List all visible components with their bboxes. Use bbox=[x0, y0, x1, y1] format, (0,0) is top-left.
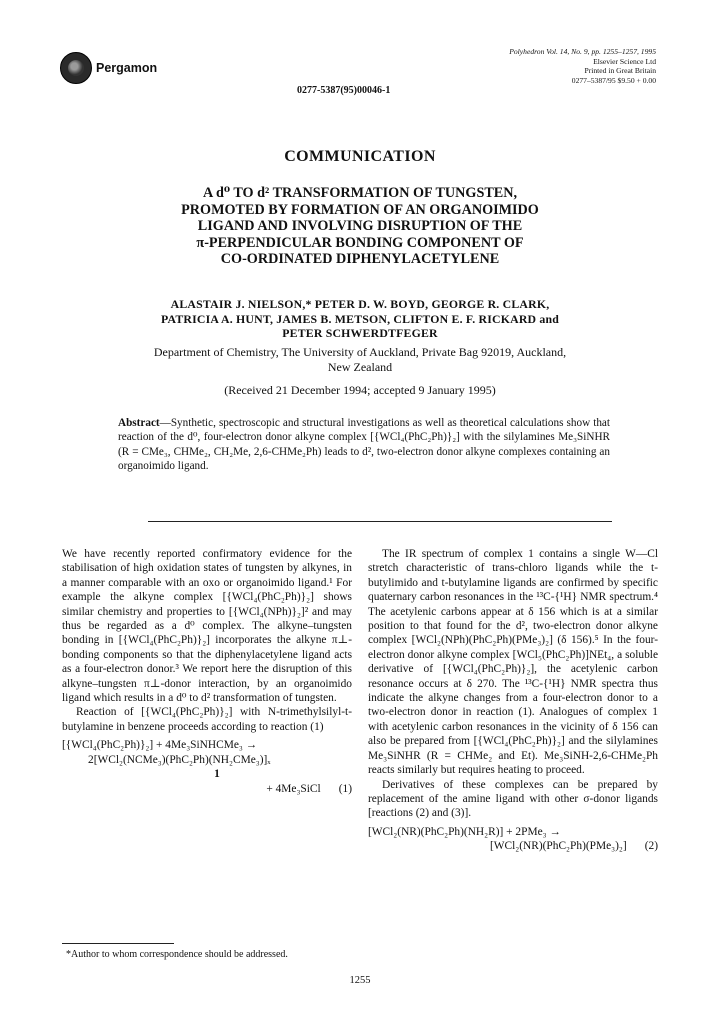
journal-price: 0277–5387/95 $9.50 + 0.00 bbox=[571, 75, 656, 85]
abstract-text: —Synthetic, spectroscopic and structural investigations as well as theoretical calculations show that reaction of the d⁰, four-electron donor alkyne complex [{WCl₄(PhC₂Ph)}₂] with the silylamines Me₃SiNHR (R = CMe₃, CHMe₂, CH₂Me, 2,6-CHMe₂Ph) leads to d², two-electron donor alkyne complexes containing an organoimido ligand. bbox=[118, 417, 610, 473]
right-column bbox=[368, 547, 658, 854]
equation-number: (2) bbox=[644, 840, 658, 853]
author-list bbox=[90, 297, 630, 341]
equation-number: (1) bbox=[338, 782, 352, 795]
body-paragraph: We have recently reported confirmatory evidence for the stabilisation of high oxidation states of tungsten by alkynes, in a manner comparable with an oxo or organoimido ligand.¹ For example the alkyne complex [{WCl₄(PhC₂Ph)}₂] shows similar chemistry and properties to [{WCl₄(NPh)}₂]² and may thus be regarded as a d⁰ complex. The alkyne–tungsten bonding in [{WCl₄(PhC₂Ph)}₂] incorporates the alkyne π⊥-bonding components so that the diphenylacetylene ligand acts as a four-electron donor.³ We report here the disruption of this alkyne–tungsten π⊥-donor interaction, by an organoimido ligand which results in a d⁰ to d² transformation of tungsten. bbox=[62, 548, 352, 705]
title-line: CO-ORDINATED DIPHENYLACETYLENE bbox=[220, 251, 500, 267]
journal-info bbox=[509, 47, 656, 85]
section-heading: COMMUNICATION bbox=[284, 148, 436, 165]
footnote-divider bbox=[62, 943, 174, 944]
equation-line: [WCl₂(NR)(PhC₂Ph)(NH₂R)] + 2PMe₃ → bbox=[368, 825, 561, 838]
article-title bbox=[100, 185, 620, 268]
abstract-label: Abstract bbox=[118, 417, 160, 429]
footnote: *Author to whom correspondence should be addressed. bbox=[66, 949, 288, 960]
authors-line: PETER SCHWERDTFEGER bbox=[282, 326, 438, 340]
title-line: LIGAND AND INVOLVING DISRUPTION OF THE bbox=[197, 218, 523, 234]
equation-1 bbox=[62, 738, 352, 796]
equation-line: [{WCl₄(PhC₂Ph)}₂] + 4Me₃SiNHCMe₃ → bbox=[62, 739, 258, 752]
body-paragraph: The IR spectrum of complex 1 contains a single W—Cl stretch characteristic of trans-chloro ligands while the t-butylimido and t-butylamine ligands are confirmed by specific quaternary carbon resonances in the ¹³C-{¹H} NMR spectrum.⁴ The acetylenic carbons appear at δ 156 which is at a similar position to that found for the d², two-electron donor alkyne complex [WCl₂(NPh)(PhC₂Ph)(PMe₃)₂] (δ 156).⁵ In the four-electron donor alkyne complex [WCl₅(PhC₂Ph)]NEt₄, a soluble derivative of [{WCl₄(PhC₂Ph)}₂], the acetylenic carbon resonance occurs at δ 270. The ¹³C-{¹H} NMR spectra thus indicate the alkyne changes from a four-electron donor to a two-electron donor in reaction (1). Analogues of complex 1 with acetylenic carbon resonances in the vicinity of δ 156 can also be prepared from [{WCl₄(PhC₂Ph)}₂] and the silylamines Me₃SiNHR (R = CHMe₂ and Et). Me₃SiNH-2,6-CHMe₂Ph reacts similarly but requires heating to proceed. bbox=[368, 548, 658, 777]
body-paragraph: Derivatives of these complexes can be prepared by replacement of the amine ligand with other σ-donor ligands [reactions (2) and (3)]. bbox=[368, 778, 658, 820]
equation-2 bbox=[368, 825, 658, 854]
title-line: π-PERPENDICULAR BONDING COMPONENT OF bbox=[196, 234, 524, 251]
authors-line: ALASTAIR J. NIELSON,* PETER D. W. BOYD, GEORGE R. CLARK, bbox=[170, 297, 550, 311]
publisher-name: Pergamon bbox=[96, 61, 158, 75]
equation-line: 2[WCl₂(NCMe₃)(PhC₂Ph)(NH₂CMe₃)]ₓ bbox=[88, 753, 271, 766]
abstract-divider bbox=[148, 521, 612, 522]
affiliation-line: New Zealand bbox=[327, 360, 393, 374]
title-line: PROMOTED BY FORMATION OF AN ORGANOIMIDO bbox=[181, 201, 539, 218]
article-code: 0277-5387(95)00046-1 bbox=[297, 85, 391, 96]
journal-publisher: Elsevier Science Ltd bbox=[593, 56, 656, 66]
affiliation-line: Department of Chemistry, The University of Auckland, Private Bag 92019, Auckland, bbox=[153, 345, 567, 359]
received-dates: (Received 21 December 1994; accepted 9 January 1995) bbox=[224, 383, 496, 397]
title-line: A d⁰ TO d² TRANSFORMATION OF TUNGSTEN, bbox=[202, 185, 518, 201]
abstract bbox=[118, 416, 610, 474]
authors-line: PATRICIA A. HUNT, JAMES B. METSON, CLIFTON E. F. RICKARD and bbox=[160, 311, 560, 326]
journal-printed: Printed in Great Britain bbox=[584, 66, 656, 75]
pergamon-logo-icon bbox=[60, 52, 92, 84]
left-column bbox=[62, 547, 352, 796]
body-paragraph: Reaction of [{WCl₄(PhC₂Ph)}₂] with N-trimethylsilyl-t-butylamine in benzene proceeds according to reaction (1) bbox=[62, 706, 352, 733]
journal-citation: Polyhedron Vol. 14, No. 9, pp. 1255–1257, 1995 bbox=[509, 47, 656, 56]
affiliation bbox=[80, 345, 640, 375]
page-number: 1255 bbox=[349, 975, 371, 986]
equation-line: [WCl₂(NR)(PhC₂Ph)(PMe₃)₂] bbox=[489, 840, 627, 853]
equation-line: + 4Me₃SiCl bbox=[266, 782, 321, 795]
compound-label: 1 bbox=[214, 768, 220, 781]
